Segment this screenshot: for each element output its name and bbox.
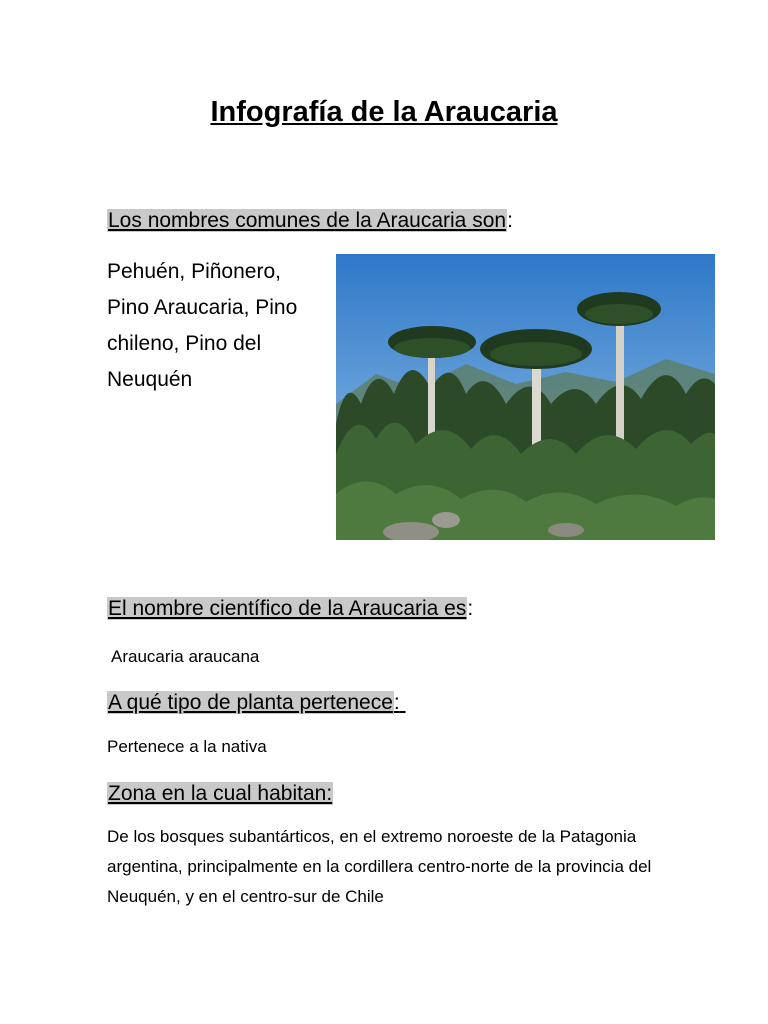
plant-type-heading-text: A qué tipo de planta pertenece [108, 691, 393, 714]
araucaria-forest-photo [336, 254, 715, 540]
habitat-heading [107, 779, 333, 809]
common-names-heading-text: Los nombres comunes de la Araucaria son [108, 209, 507, 232]
page-title: Infografía de la Araucaria [210, 96, 558, 128]
scientific-name-heading-text: El nombre científico de la Araucaria es [108, 597, 467, 620]
habitat-heading-text: Zona en la cual habitan: [108, 782, 333, 805]
plant-type-heading: A qué tipo de planta pertenece: [108, 691, 400, 714]
scientific-name-text: Araucaria araucana [111, 647, 260, 666]
common-names-text: Pehuén, Piñonero, Pino Araucaria, Pino chileno, Pino del Neuquén [107, 260, 298, 391]
plant-type-text: Pertenece a la nativa [107, 737, 267, 756]
habitat-text: De los bosques subantárticos, en el extremo noroeste de la Patagonia argentina, principalmente en la cordillera centro-norte de la provincia del Neuquén, y en el centro-sur de Chile [107, 827, 652, 906]
scientific-name-heading: El nombre científico de la Araucaria es: [108, 597, 474, 620]
common-names-heading: Los nombres comunes de la Araucaria son: [108, 209, 513, 232]
